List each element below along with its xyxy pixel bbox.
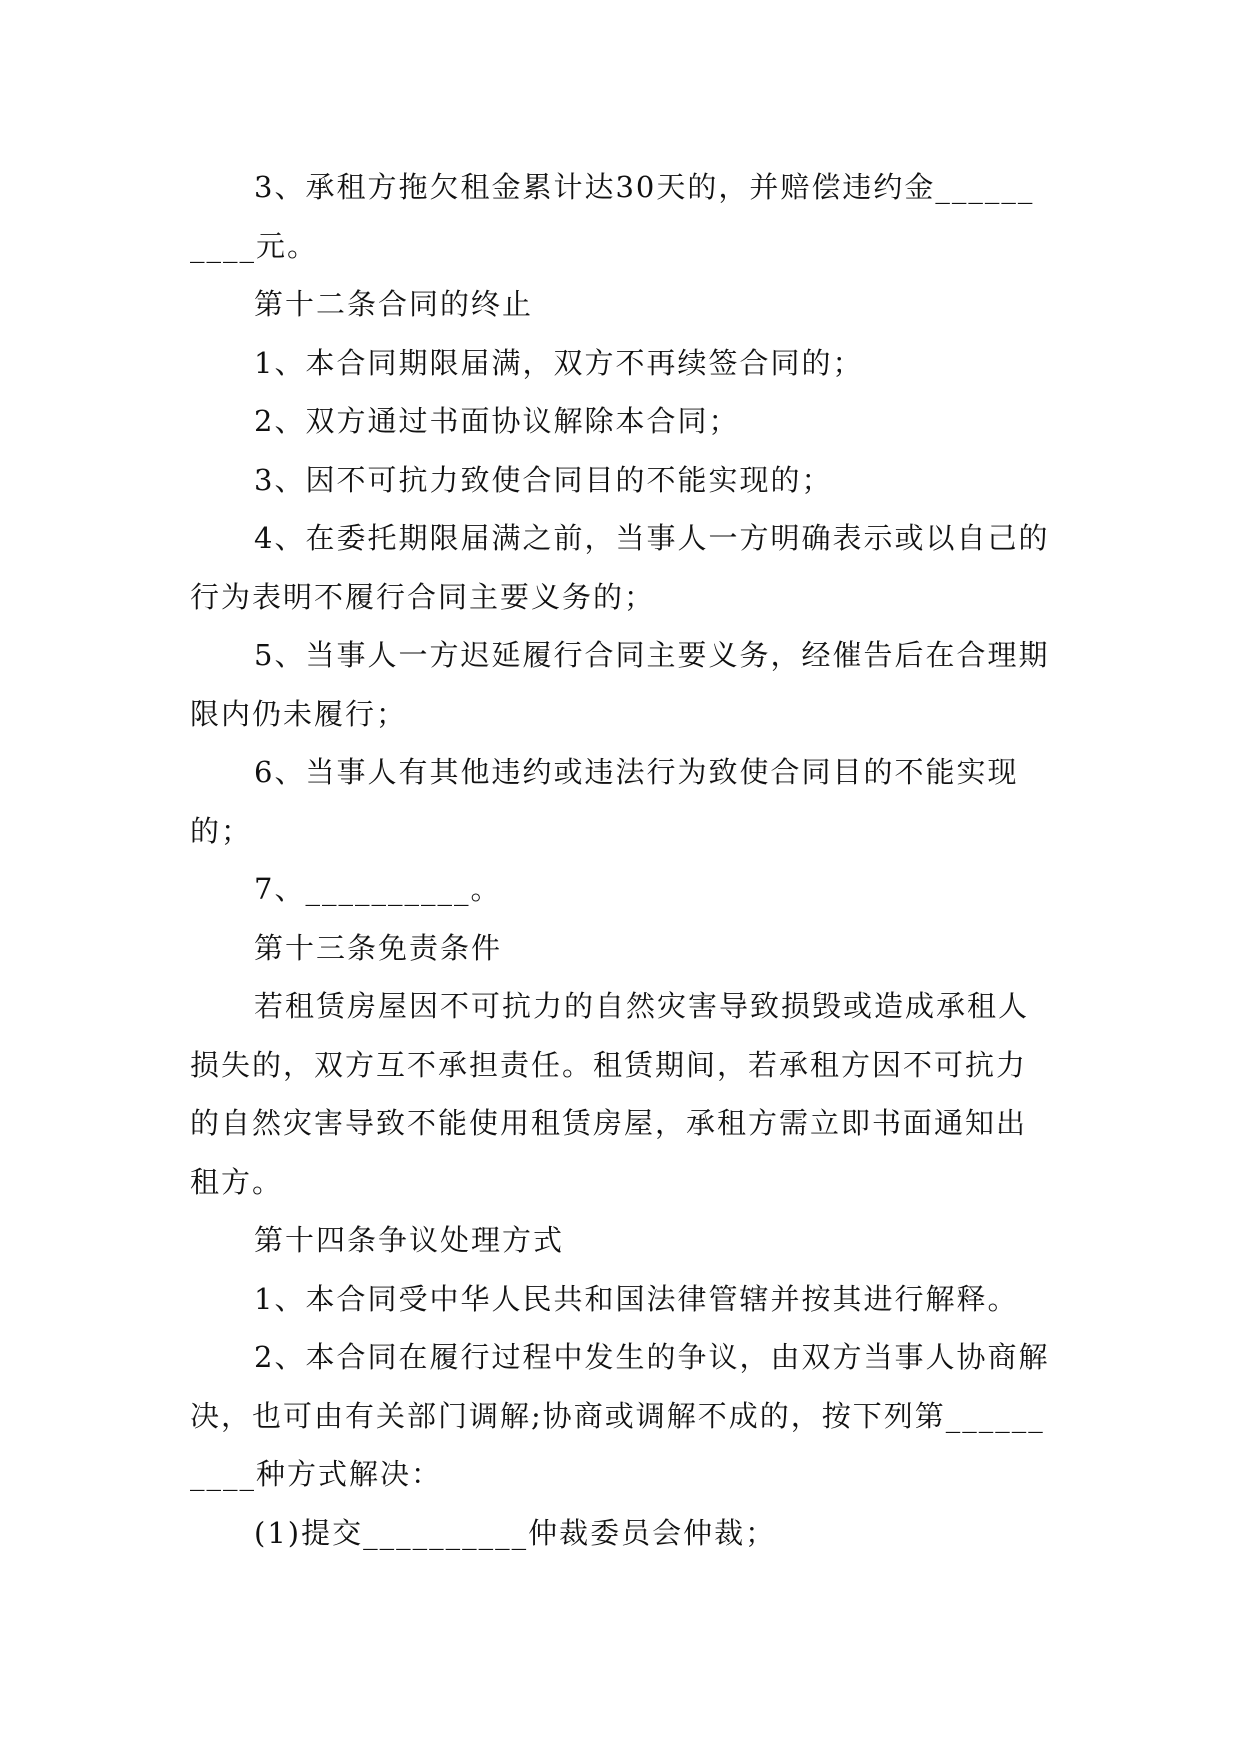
clause-paragraph: 7、__________。 (254, 872, 502, 906)
clause-paragraph: 2、本合同在履行过程中发生的争议，由双方当事人协商解决，也可由有关部门调解;协商或调解不成的，按下列第__________种方式解决： (190, 1340, 1050, 1491)
clause-paragraph: (1)提交__________仲裁委员会仲裁； (254, 1515, 777, 1550)
clause-paragraph: 5、当事人一方迟延履行合同主要义务，经催告后在合理期限内仍未履行； (190, 638, 1050, 731)
article-heading: 第十二条合同的终止 (254, 287, 534, 321)
clause-paragraph: 6、当事人有其他违约或违法行为致使合同目的不能实现的； (190, 755, 1019, 848)
clause-paragraph: 3、承租方拖欠租金累计达30天的，并赔偿违约金__________元。 (190, 170, 1035, 263)
clause-paragraph: 若租赁房屋因不可抗力的自然灾害导致损毁或造成承租人损失的，双方互不承担责任。租赁期间，若承租方因不可抗力的自然灾害导致不能使用租赁房屋，承租方需立即书面通知出租方。 (190, 989, 1030, 1199)
clause-paragraph: 3、因不可抗力致使合同目的不能实现的； (254, 462, 833, 497)
article-heading: 第十三条免责条件 (254, 930, 503, 965)
clause-paragraph: 2、双方通过书面协议解除本合同； (254, 404, 740, 438)
document-body (190, 158, 1050, 1562)
clause-paragraph: 1、本合同期限届满，双方不再续签合同的； (254, 345, 864, 380)
clause-paragraph: 4、在委托期限届满之前，当事人一方明确表示或以自己的行为表明不履行合同主要义务的； (190, 521, 1050, 614)
article-heading: 第十四条争议处理方式 (254, 1223, 565, 1257)
clause-paragraph: 1、本合同受中华人民共和国法律管辖并按其进行解释。 (254, 1281, 1019, 1316)
